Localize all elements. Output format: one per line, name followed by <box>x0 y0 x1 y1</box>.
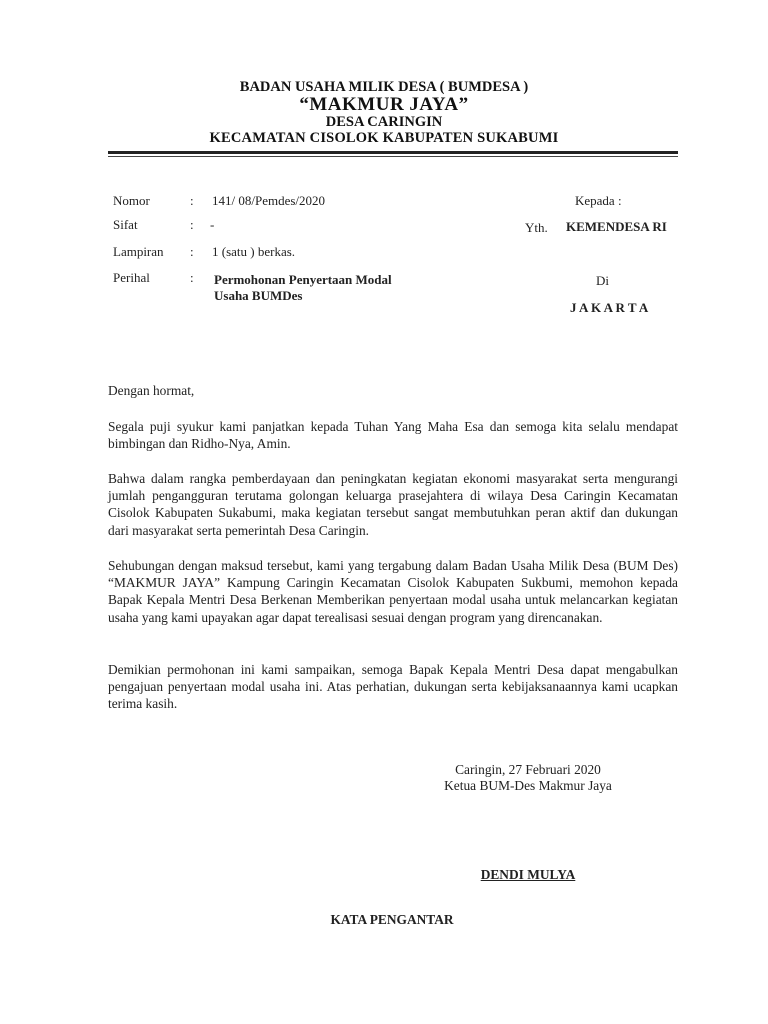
signature-position: Ketua BUM-Des Makmur Jaya <box>444 778 612 793</box>
lampiran-colon: : <box>190 244 194 259</box>
lampiran-value: 1 (satu ) berkas. <box>212 244 296 259</box>
body-paragraph-1: Segala puji syukur kami panjatkan kepada Tuhan Yang Maha Esa dan semoga kita selalu mendapat bimbingan dan Ridho-Nya, Amin. <box>108 419 678 452</box>
nomor-colon: : <box>190 193 194 208</box>
sifat-value: - <box>210 217 215 232</box>
section-title-kata-pengantar: KATA PENGANTAR <box>330 912 454 927</box>
letterhead-organization-name: “MAKMUR JAYA” <box>299 94 469 115</box>
signature-place-date: Caringin, 27 Februari 2020 <box>455 762 601 777</box>
letterhead-line-1: BADAN USAHA MILIK DESA ( BUMDESA ) <box>239 79 529 95</box>
recipient-di: Di <box>596 273 609 288</box>
body-paragraph-3: Sehubungan dengan maksud tersebut, kami yang tergabung dalam Badan Usaha Milik Desa (BUM Des) “MAKMUR JAYA” Kampung Caringin Kecamatan Cisolok Kabupaten Sukbumi, memohon kepada Bapak Kepala Mentri Desa Berkenan Memberikan penyertaan modal usaha untuk melancarkan kegiatan usaha yang kami upayakan agar dapat terealisasi sesuai dengan program yang direncanakan. <box>108 558 678 625</box>
signatory-name: DENDI MULYA <box>480 867 576 882</box>
perihal-colon: : <box>190 270 194 285</box>
body-paragraph-2: Bahwa dalam rangka pemberdayaan dan peningkatan kegiatan ekonomi masyarakat serta mengurangi jumlah pengangguran terutama golongan keluarga prasejahtera di wilaya Desa Caringin Kecamatan Cisolok Kabupaten Sukabumi, maka kegiatan tersebut sangat membutuhkan peran aktif dan dukungan dari masyarakat serta pemerintah Desa Caringin. <box>108 471 678 538</box>
perihal-label: Perihal <box>113 270 150 285</box>
kepada-label: Kepada : <box>575 193 622 208</box>
nomor-label: Nomor <box>113 193 150 208</box>
letterhead-district: KECAMATAN CISOLOK KABUPATEN SUKABUMI <box>209 130 559 146</box>
recipient-name: KEMENDESA RI <box>566 219 667 234</box>
sifat-colon: : <box>190 217 194 232</box>
yth-label: Yth. <box>525 220 548 235</box>
nomor-value: 141/ 08/Pemdes/2020 <box>212 193 326 208</box>
greeting: Dengan hormat, <box>108 383 195 398</box>
recipient-city: J A K A R T A <box>570 300 649 315</box>
letterhead-village: DESA CARINGIN <box>325 114 443 130</box>
body-paragraph-4: Demikian permohonan ini kami sampaikan, semoga Bapak Kepala Mentri Desa dapat mengabulkan pengajuan penyertaan modal usaha ini. Atas perhatian, dukungan serta kebijaksanaannya kami ucapkan terima kasih. <box>108 662 678 712</box>
perihal-value-line-1: Permohonan Penyertaan Modal <box>214 272 392 287</box>
sifat-label: Sifat <box>113 217 138 232</box>
perihal-value-line-2: Usaha BUMDes <box>214 288 303 303</box>
letterhead-divider-thin <box>108 156 678 157</box>
letterhead-divider-thick <box>108 151 678 154</box>
lampiran-label: Lampiran <box>113 244 164 259</box>
